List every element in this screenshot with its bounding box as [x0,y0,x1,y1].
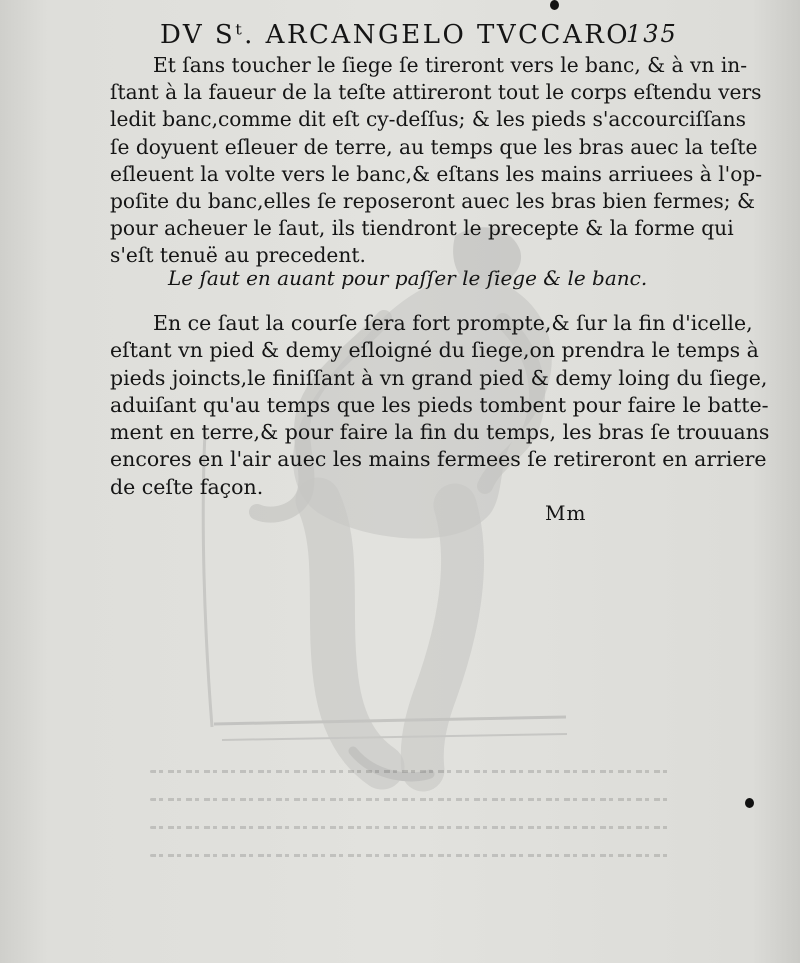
text-line: ment en terre,& pour faire la fin du temps, les bras ſe trouuans [110,420,770,445]
section-heading: Le ſaut en auant pour paſſer le ſiege & le banc. [168,266,648,290]
paragraph-2 [110,310,769,501]
ink-spot-mark [550,0,559,10]
text-line: s'eſt tenuë au precedent. [110,243,366,268]
text-line: pieds joincts,le finiſſant à vn grand pied & demy loing du ſiege, [110,365,768,390]
text-line: Et ſans toucher le ſiege ſe tireront vers le banc, & à vn in- [153,53,748,77]
page-number: 135 [626,20,678,48]
ink-spot-mark [745,798,754,808]
paragraph-1 [110,52,762,270]
text-line: ſtant à la faueur de la teſte attireront tout le corps eſtendu vers [110,80,762,105]
text-line: eſleuent la volte vers le banc,& eſtans les mains arriuees à l'op- [110,161,763,186]
text-line: encores en l'air auec les mains fermees ſe retireront en arriere [110,447,767,472]
text-line: ſe doyuent eſleuer de terre, au temps que les bras auec la teſte [110,134,758,159]
bleed-line [150,770,670,773]
text-line: poſite du banc,elles ſe reposeront auec les bras bien fermes; & [110,188,755,213]
catchword: Mm [545,501,587,525]
text-line: aduiſant qu'au temps que les pieds tombent pour faire le batte- [110,392,769,417]
text-line: En ce ſaut la courſe ſera fort prompte,& ſur la fin d'icelle, [153,311,753,335]
show-through-text-bleed [150,770,670,900]
bleed-line [150,798,670,801]
bleed-line [150,826,670,829]
text-line: eſtant vn pied & demy eſloigné du ſiege,on prendra le temps à [110,338,759,363]
running-head-title: DV Sᵗ. ARCANGELO TVCCARO [160,20,631,50]
text-line: ledit banc,comme dit eſt cy-deſſus; & les pieds s'accourciſſans [110,107,746,132]
text-line: de ceſte façon. [110,474,264,499]
bleed-line [150,854,670,857]
text-line: pour acheuer le ſaut, ils tiendront le precepte & la forme qui [110,216,734,241]
